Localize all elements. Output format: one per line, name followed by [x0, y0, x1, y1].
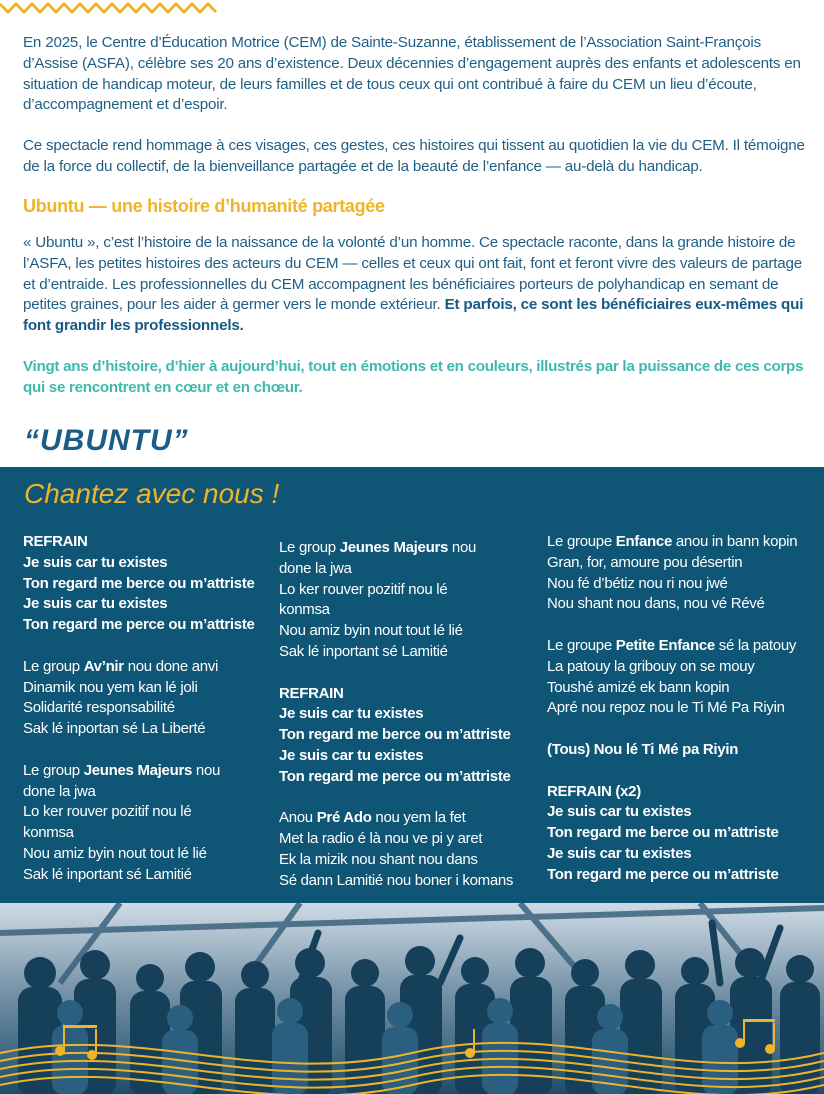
- lyric-line: Je suis car tu existes: [279, 705, 424, 723]
- lyric-line: Je suis car tu existes: [279, 746, 424, 764]
- lyric-line: Nou amiz byin nout tout lé lié: [23, 844, 207, 862]
- verse-pre-ado: [279, 808, 529, 891]
- lyrics-column-1: [23, 532, 268, 906]
- lyric-line: REFRAIN (x2): [547, 782, 641, 800]
- lyric-line: La patouy la gribouy on se mouy: [547, 657, 755, 675]
- section-title: Ubuntu — une histoire d’humanité partagée: [23, 196, 385, 216]
- lyrics-column-3: [547, 532, 817, 906]
- verse-avnir: [23, 657, 268, 740]
- lyric-line: konmsa: [279, 601, 330, 619]
- verse-tous: [547, 740, 817, 761]
- lyric-line: Le group Jeunes Majeurs nou: [23, 761, 221, 779]
- lyric-line: Le group Jeunes Majeurs nou: [279, 539, 477, 556]
- section-body-text: « Ubuntu », c’est l’histoire de la naissance de la volonté d’un homme. Ce spectacle raconte, dans la grande histoire de l’ASFA, les petites histoires des acteurs du CEM — celles et ceux qui ont fait, font et feront vivre des valeurs de partage et d’entraide. Les professionnelles du CEM accompagnent les bénéficiaires porteurs de polyhandicap en semant de petites graines, pour les aider à germer vers le monde extérieur.: [23, 234, 803, 314]
- refrain-block: [23, 532, 268, 636]
- lyric-line: Nou amiz byin nout tout lé lié: [279, 622, 463, 640]
- section-body: [23, 233, 813, 337]
- zigzag-decoration: [0, 0, 230, 16]
- lyric-line: Le group Av’nir nou done anvi: [23, 657, 219, 675]
- lyric-line: Lo ker rouver pozitif nou lé: [23, 803, 192, 821]
- lyric-line: Sak lé inportant sé Lamitié: [23, 865, 192, 883]
- lyric-line: Le groupe Petite Enfance sé la patouy: [547, 636, 797, 654]
- lyric-line: Je suis car tu existes: [547, 803, 692, 821]
- intro-paragraph-1: En 2025, le Centre d’Éducation Motrice (CEM) de Sainte-Suzanne, établissement de l’Association Saint-François d’Assise (ASFA), célèbre ses 20 ans d’existence. Deux décennies d’engagement auprès des enfants et adolescents en situation de handicap moteur, de leurs familles et de tous ceux qui ont contribué à faire du CEM un lieu d’écoute, d’accompagnement et d’espoir.: [23, 34, 801, 114]
- lyric-line: Ek la mizik nou shant nou dans: [279, 850, 478, 868]
- verse-enfance: [547, 532, 817, 615]
- teal-highlight: Vingt ans d’histoire, d’hier à aujourd’hui, tout en émotions et en couleurs, illustrés par la puissance de ces corps qui se rencontrent en cœur et en chœur.: [23, 358, 804, 396]
- lyric-line: Apré nou repoz nou le Ti Mé Pa Riyin: [547, 699, 785, 717]
- lyric-line: Je suis car tu existes: [547, 844, 692, 862]
- lyric-line: Sak lé inportan sé La Liberté: [23, 720, 206, 738]
- verse-jeunes-majeurs: [279, 538, 529, 663]
- verse-petite-enfance: [547, 636, 817, 719]
- lyric-line: Sé dann Lamitié nou boner i komans: [279, 871, 514, 889]
- lyric-line: Ton regard me perce ou m’attriste: [547, 865, 779, 883]
- lyric-line: (Tous) Nou lé Ti Mé pa Riyin: [547, 740, 739, 758]
- lyric-line: Met la radio é là nou ve pi y aret: [279, 830, 483, 848]
- lyric-line: done la jwa: [23, 782, 96, 800]
- lyric-line: konmsa: [23, 824, 74, 842]
- lyric-line: Toushé amizé ek bann kopin: [547, 678, 730, 696]
- lyric-line: Ton regard me perce ou m’attriste: [23, 616, 255, 634]
- song-title: “UBUNTU”: [24, 424, 189, 457]
- intro-text: [23, 33, 808, 178]
- sing-along-heading: Chantez avec nous !: [24, 478, 280, 509]
- lyric-line: Solidarité responsabilité: [23, 699, 175, 717]
- intro-paragraph-2: Ce spectacle rend hommage à ces visages, ces gestes, ces histoires qui tissent au quotidien la vie du CEM. Il témoigne de la force du collectif, de la bienveillance partagée et de la beauté de l’enfance — au-delà du handicap.: [23, 137, 805, 175]
- lyric-line: Anou Pré Ado nou yem la fet: [279, 809, 466, 827]
- lyric-line: Gran, for, amoure pou désertin: [547, 553, 743, 571]
- lyrics-column-2: [279, 538, 529, 912]
- lyric-line: Je suis car tu existes: [23, 595, 168, 613]
- section-body-bold: Et parfois, ce sont les bénéficiaires eux-mêmes qui font grandir les professionnels.: [23, 296, 804, 335]
- lyric-line: Lo ker rouver pozitif nou lé: [279, 580, 448, 598]
- lyric-line: Ton regard me berce ou m’attriste: [279, 726, 511, 744]
- lyric-line: Nou shant nou dans, nou vé Révé: [547, 595, 765, 613]
- lyric-line: Ton regard me berce ou m’attriste: [547, 824, 779, 842]
- refrain-block: [547, 782, 817, 886]
- lyric-line: Sak lé inportant sé Lamitié: [279, 642, 448, 660]
- lyric-line: Ton regard me berce ou m’attriste: [23, 574, 255, 592]
- refrain-block: [279, 684, 529, 788]
- lyric-line: Nou fé d’bétiz nou ri nou jwé: [547, 574, 728, 592]
- group-photo: [0, 903, 824, 1094]
- lyric-line: Je suis car tu existes: [23, 553, 168, 571]
- lyric-line: REFRAIN: [279, 684, 344, 702]
- verse-jeunes-majeurs: [23, 761, 268, 886]
- lyric-line: Le groupe Enfance anou in bann kopin: [547, 533, 798, 550]
- lyric-line: Dinamik nou yem kan lé joli: [23, 678, 198, 696]
- lyric-line: Ton regard me perce ou m’attriste: [279, 767, 511, 785]
- lyric-line: done la jwa: [279, 559, 352, 577]
- lyric-line: REFRAIN: [23, 533, 88, 550]
